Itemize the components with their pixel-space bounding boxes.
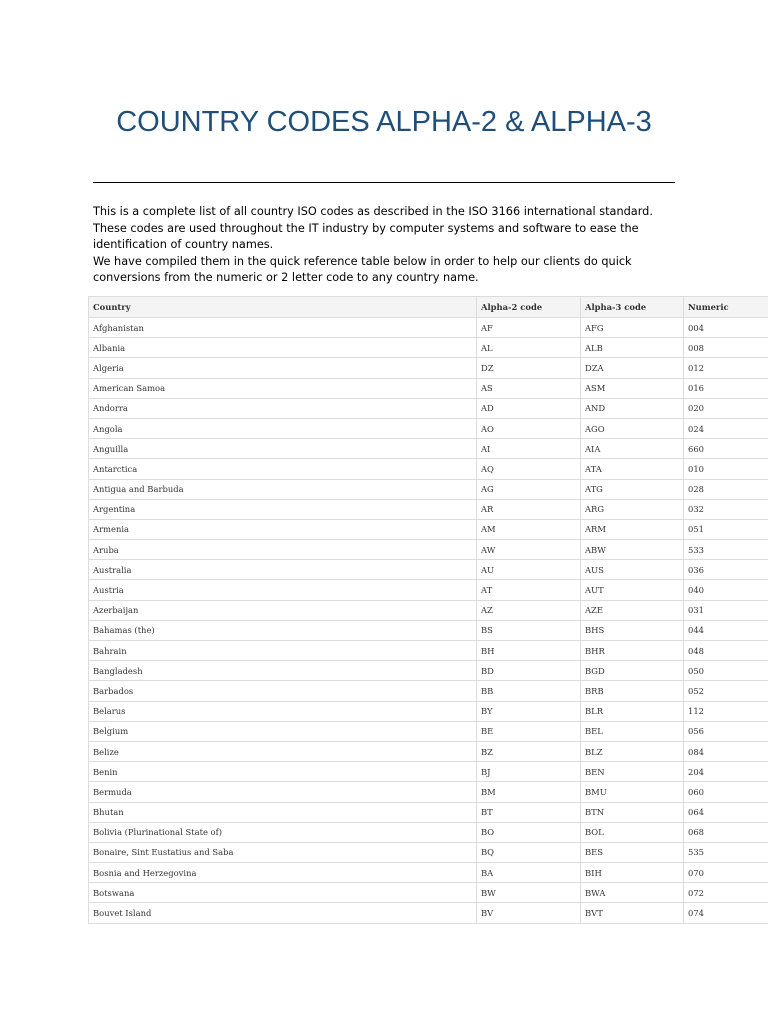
column-header-alpha2: Alpha-2 code — [477, 297, 581, 318]
table-row — [89, 519, 768, 539]
cell-numeric: 072 — [684, 883, 768, 903]
cell-alpha2: BD — [477, 661, 581, 681]
cell-alpha2: BS — [477, 620, 581, 640]
cell-country: Argentina — [89, 499, 477, 519]
table-row — [89, 318, 768, 338]
cell-alpha3: BIH — [581, 863, 684, 883]
cell-alpha2: BJ — [477, 762, 581, 782]
cell-country: Belgium — [89, 721, 477, 741]
cell-numeric: 051 — [684, 519, 768, 539]
cell-numeric: 074 — [684, 903, 768, 923]
table-row — [89, 459, 768, 479]
cell-numeric: 533 — [684, 540, 768, 560]
column-header-country: Country — [89, 297, 477, 318]
cell-country: Andorra — [89, 398, 477, 418]
cell-country: Australia — [89, 560, 477, 580]
table-row — [89, 782, 768, 802]
cell-alpha3: AFG — [581, 318, 684, 338]
cell-alpha3: ARM — [581, 519, 684, 539]
cell-numeric: 056 — [684, 721, 768, 741]
column-header-alpha3: Alpha-3 code — [581, 297, 684, 318]
cell-numeric: 060 — [684, 782, 768, 802]
cell-numeric: 032 — [684, 499, 768, 519]
table-row — [89, 620, 768, 640]
cell-country: Bermuda — [89, 782, 477, 802]
table-row — [89, 378, 768, 398]
intro-paragraph: We have compiled them in the quick reference table below in order to help our clients do quick conversions from the numeric or 2 letter code to any country name. — [93, 254, 632, 284]
cell-country: Armenia — [89, 519, 477, 539]
cell-alpha3: ATG — [581, 479, 684, 499]
table-row — [89, 499, 768, 519]
table-row — [89, 903, 768, 923]
cell-alpha2: BV — [477, 903, 581, 923]
cell-alpha2: BO — [477, 822, 581, 842]
cell-numeric: 064 — [684, 802, 768, 822]
cell-country: Austria — [89, 580, 477, 600]
cell-numeric: 048 — [684, 641, 768, 661]
country-codes-table — [88, 296, 768, 924]
cell-numeric: 044 — [684, 620, 768, 640]
cell-numeric: 068 — [684, 822, 768, 842]
cell-alpha2: AZ — [477, 600, 581, 620]
cell-alpha2: BQ — [477, 842, 581, 862]
cell-numeric: 070 — [684, 863, 768, 883]
column-header-numeric: Numeric — [684, 297, 768, 318]
cell-alpha3: AGO — [581, 418, 684, 438]
cell-country: Angola — [89, 418, 477, 438]
cell-alpha3: AUS — [581, 560, 684, 580]
table-row — [89, 883, 768, 903]
cell-numeric: 028 — [684, 479, 768, 499]
cell-country: Afghanistan — [89, 318, 477, 338]
cell-alpha3: BHR — [581, 641, 684, 661]
cell-alpha2: BE — [477, 721, 581, 741]
table-row — [89, 762, 768, 782]
cell-numeric: 050 — [684, 661, 768, 681]
table-row — [89, 802, 768, 822]
cell-numeric: 004 — [684, 318, 768, 338]
cell-numeric: 660 — [684, 439, 768, 459]
cell-numeric: 036 — [684, 560, 768, 580]
cell-country: Belize — [89, 741, 477, 761]
cell-alpha3: BVT — [581, 903, 684, 923]
cell-country: Barbados — [89, 681, 477, 701]
cell-numeric: 008 — [684, 338, 768, 358]
cell-country: Anguilla — [89, 439, 477, 459]
cell-alpha3: AZE — [581, 600, 684, 620]
cell-numeric: 040 — [684, 580, 768, 600]
cell-alpha3: AIA — [581, 439, 684, 459]
table-row — [89, 661, 768, 681]
cell-country: Aruba — [89, 540, 477, 560]
cell-alpha2: AD — [477, 398, 581, 418]
cell-country: Bosnia and Herzegovina — [89, 863, 477, 883]
cell-alpha3: BLR — [581, 701, 684, 721]
cell-numeric: 112 — [684, 701, 768, 721]
cell-alpha2: AG — [477, 479, 581, 499]
cell-alpha3: ATA — [581, 459, 684, 479]
cell-country: Bangladesh — [89, 661, 477, 681]
cell-alpha2: BM — [477, 782, 581, 802]
cell-alpha3: BMU — [581, 782, 684, 802]
cell-alpha3: BTN — [581, 802, 684, 822]
cell-alpha2: AL — [477, 338, 581, 358]
cell-country: Bolivia (Plurinational State of) — [89, 822, 477, 842]
cell-alpha3: BES — [581, 842, 684, 862]
table-row — [89, 560, 768, 580]
intro-paragraph: This is a complete list of all country ISO codes as described in the ISO 3166 international standard. These codes are used throughout the IT industry by computer systems and software to ease the identification of country names. — [93, 205, 653, 251]
cell-alpha3: BEL — [581, 721, 684, 741]
table-row — [89, 439, 768, 459]
table-row — [89, 681, 768, 701]
cell-alpha2: BZ — [477, 741, 581, 761]
table-row — [89, 600, 768, 620]
cell-alpha2: BW — [477, 883, 581, 903]
cell-alpha3: BWA — [581, 883, 684, 903]
table-row — [89, 418, 768, 438]
cell-numeric: 020 — [684, 398, 768, 418]
cell-country: Albania — [89, 338, 477, 358]
cell-alpha2: AM — [477, 519, 581, 539]
table-row — [89, 822, 768, 842]
cell-country: Antarctica — [89, 459, 477, 479]
cell-country: Benin — [89, 762, 477, 782]
table-row — [89, 721, 768, 741]
cell-alpha2: BT — [477, 802, 581, 822]
cell-alpha3: BLZ — [581, 741, 684, 761]
cell-alpha3: BEN — [581, 762, 684, 782]
country-codes-table-container — [88, 296, 768, 924]
cell-alpha2: AT — [477, 580, 581, 600]
cell-numeric: 024 — [684, 418, 768, 438]
table-row — [89, 540, 768, 560]
cell-country: Bahamas (the) — [89, 620, 477, 640]
title-divider — [93, 182, 675, 183]
table-row — [89, 358, 768, 378]
cell-alpha2: AW — [477, 540, 581, 560]
cell-alpha2: AR — [477, 499, 581, 519]
cell-numeric: 084 — [684, 741, 768, 761]
intro-text — [93, 204, 683, 287]
cell-numeric: 535 — [684, 842, 768, 862]
cell-alpha2: BB — [477, 681, 581, 701]
cell-numeric: 016 — [684, 378, 768, 398]
cell-country: Bouvet Island — [89, 903, 477, 923]
cell-alpha2: AI — [477, 439, 581, 459]
cell-alpha3: BHS — [581, 620, 684, 640]
cell-alpha2: BH — [477, 641, 581, 661]
cell-country: Belarus — [89, 701, 477, 721]
cell-country: Azerbaijan — [89, 600, 477, 620]
cell-alpha2: AS — [477, 378, 581, 398]
table-row — [89, 580, 768, 600]
cell-country: Bhutan — [89, 802, 477, 822]
table-row — [89, 641, 768, 661]
cell-country: American Samoa — [89, 378, 477, 398]
cell-alpha3: AND — [581, 398, 684, 418]
table-row — [89, 741, 768, 761]
cell-alpha3: BRB — [581, 681, 684, 701]
table-row — [89, 842, 768, 862]
table-body — [89, 318, 768, 924]
cell-alpha2: AO — [477, 418, 581, 438]
page-title: COUNTRY CODES ALPHA-2 & ALPHA-3 — [116, 106, 652, 138]
cell-numeric: 052 — [684, 681, 768, 701]
cell-alpha3: ARG — [581, 499, 684, 519]
table-row — [89, 338, 768, 358]
table-header-row — [89, 297, 768, 318]
cell-country: Antigua and Barbuda — [89, 479, 477, 499]
cell-country: Bahrain — [89, 641, 477, 661]
table-row — [89, 863, 768, 883]
cell-alpha3: ABW — [581, 540, 684, 560]
cell-alpha2: AQ — [477, 459, 581, 479]
cell-country: Botswana — [89, 883, 477, 903]
cell-alpha2: BY — [477, 701, 581, 721]
cell-alpha3: BGD — [581, 661, 684, 681]
cell-numeric: 031 — [684, 600, 768, 620]
table-row — [89, 398, 768, 418]
cell-alpha3: BOL — [581, 822, 684, 842]
cell-country: Bonaire, Sint Eustatius and Saba — [89, 842, 477, 862]
cell-numeric: 010 — [684, 459, 768, 479]
table-row — [89, 479, 768, 499]
cell-numeric: 204 — [684, 762, 768, 782]
cell-alpha3: AUT — [581, 580, 684, 600]
cell-numeric: 012 — [684, 358, 768, 378]
cell-alpha3: ALB — [581, 338, 684, 358]
cell-alpha2: DZ — [477, 358, 581, 378]
table-row — [89, 701, 768, 721]
cell-alpha3: ASM — [581, 378, 684, 398]
cell-alpha2: AF — [477, 318, 581, 338]
cell-alpha2: AU — [477, 560, 581, 580]
cell-alpha2: BA — [477, 863, 581, 883]
cell-country: Algeria — [89, 358, 477, 378]
cell-alpha3: DZA — [581, 358, 684, 378]
